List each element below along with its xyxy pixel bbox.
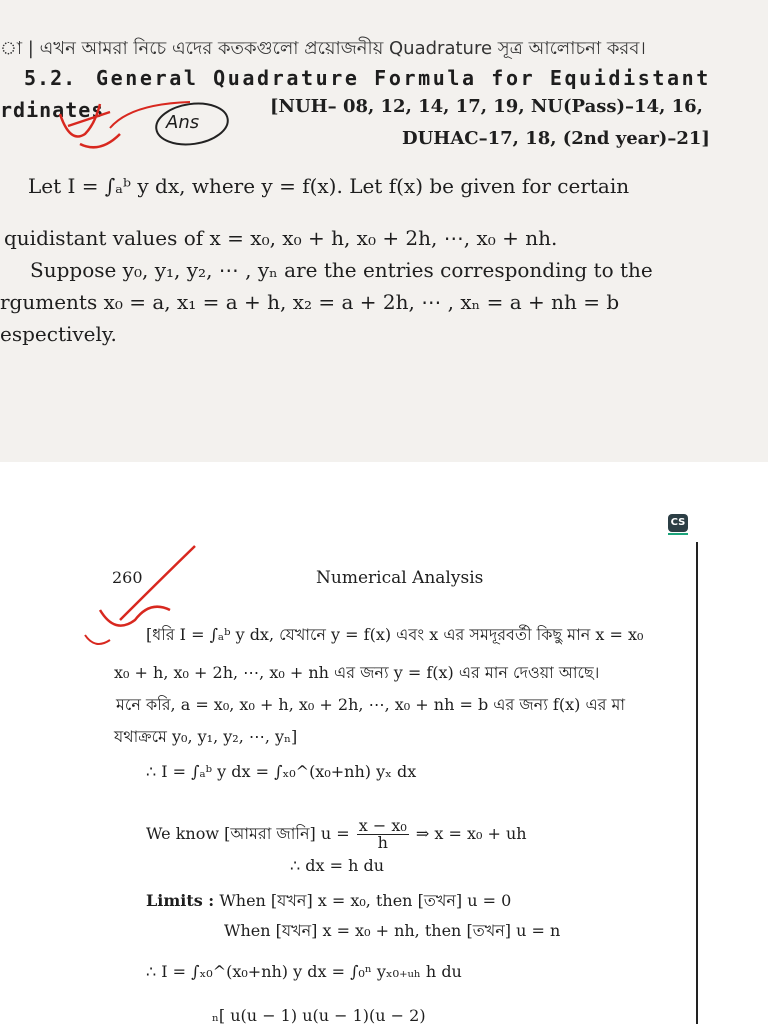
limits-label: Limits : (146, 891, 215, 910)
paragraph-1-line2: quidistant values of x = x₀, x₀ + h, x₀ + 2h, ⋯, x₀ + nh. (4, 226, 558, 250)
bengali-line-4: যথাক্রমে y₀, y₁, y₂, ⋯, yₙ] (114, 727, 298, 746)
paragraph-2-line3: espectively. (0, 322, 117, 346)
limits-line-1 (146, 888, 511, 915)
fraction-numerator: x − x₀ (358, 816, 407, 835)
section-heading-line1: General Quadrature Formula for Equidistant (96, 66, 711, 90)
handwritten-answer-label: Ans (166, 112, 200, 133)
section-number: 5.2. (24, 66, 77, 90)
paragraph-2-line2: rguments x₀ = a, x₁ = a + h, x₂ = a + 2h, ⋯ , xₙ = a + nh = b (0, 290, 620, 314)
section-heading-line2: rdinates (0, 98, 105, 122)
integral-equation-final: ∴ I = ∫ₓ₀^(x₀+nh) y dx = ∫₀ⁿ yₓ₀₊ᵤₕ h du (146, 962, 462, 981)
we-know-suffix: ⇒ x = x₀ + uh (415, 824, 527, 843)
bengali-line-2: x₀ + h, x₀ + 2h, ⋯, x₀ + nh এর জন্য y = f(x) এর মান দেওয়া আছে। (114, 663, 600, 682)
book-title: Numerical Analysis (316, 568, 484, 588)
limits-condition-1: When [যখন] x = x₀, then [তখন] u = 0 (219, 891, 512, 910)
page-number: 260 (112, 568, 143, 587)
bengali-line-1: [ধরি I = ∫ₐᵇ y dx, যেখানে y = f(x) এবং x এর সমদূরবর্তী কিছু মান x = x₀ (146, 625, 644, 644)
bengali-intro-strip: া | এখন আমরা নিচে এদের কতকগুলো প্রয়োজনীয় Quadrature সূত্র আলোচনা করব। (0, 38, 646, 59)
bottom-page-scan (0, 540, 768, 1024)
substitution-fraction (357, 818, 409, 851)
we-know-prefix: We know [আমরা জানি] u = (146, 824, 350, 843)
limits-line-2: When [যখন] x = x₀ + nh, then [তখন] u = n (224, 921, 561, 940)
exam-references-line2: DUHAC–17, 18, (2nd year)–21] (402, 128, 710, 149)
fraction-denominator: h (377, 833, 388, 852)
camscanner-badge: CS (668, 514, 688, 532)
integral-equation-1: ∴ I = ∫ₐᵇ y dx = ∫ₓ₀^(x₀+nh) yₓ dx (146, 762, 417, 781)
exam-references-line1: [NUH– 08, 12, 14, 17, 19, NU(Pass)–14, 16, (270, 96, 703, 117)
dx-equation: ∴ dx = h du (290, 856, 385, 875)
bengali-line-3: মনে করি, a = x₀, x₀ + h, x₀ + 2h, ⋯, x₀ + nh = b এর জন্য f(x) এর মা (116, 695, 626, 714)
top-page-photo (0, 0, 768, 462)
paragraph-2-line1: Suppose y₀, y₁, y₂, ⋯ , yₙ are the entries corresponding to the (30, 258, 653, 282)
we-know-equation (146, 818, 527, 851)
cut-off-line: ₙ[ u(u − 1) u(u − 1)(u − 2) (212, 1006, 426, 1025)
camscanner-underline (668, 533, 688, 535)
paragraph-1-line1: Let I = ∫ₐᵇ y dx, where y = f(x). Let f(x) be given for certain (28, 174, 630, 198)
